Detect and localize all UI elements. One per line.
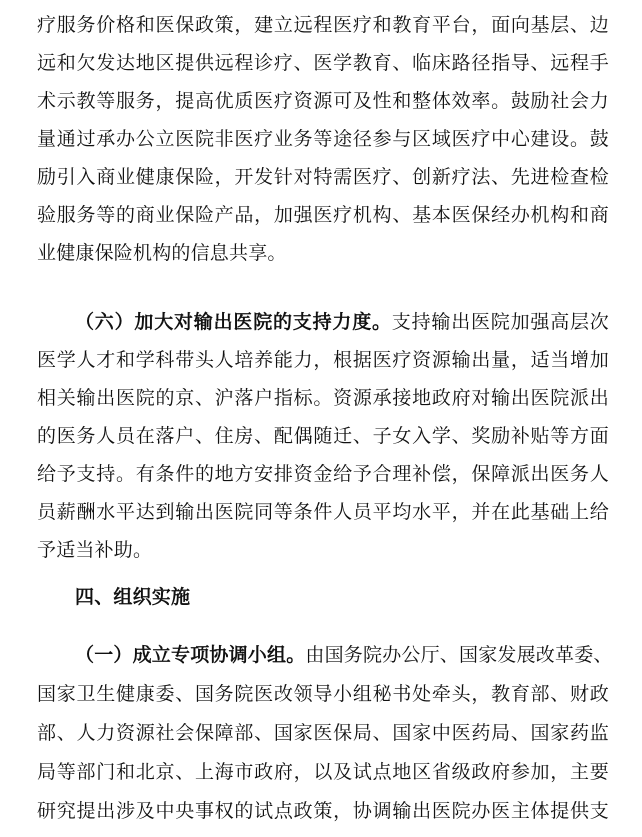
paragraph-line: 员薪酬水平达到输出医院同等条件人员平均水平，并在此基础上给 (37, 501, 609, 523)
paragraph-line: 相关输出医院的京、沪落户指标。资源承接地政府对输出医院派出 (37, 387, 609, 409)
paragraph-line: 励引入商业健康保险，开发针对特需医疗、创新疗法、先进检查检 (37, 166, 609, 188)
paragraph-line: 量通过承办公立医院非医疗业务等途径参与区域医疗中心建设。鼓 (37, 128, 609, 150)
section-six-first-line (75, 307, 609, 337)
section-six-first-line-text: 支持输出医院加强高层次 (391, 311, 609, 333)
paragraph-line: 国家卫生健康委、国务院医改领导小组秘书处牵头，教育部、财政 (37, 683, 609, 705)
paragraph-line: 给予支持。有条件的地方安排资金给予合理补偿，保障派出医务人 (37, 463, 609, 485)
paragraph-line: 医学人才和学科带头人培养能力，根据医疗资源输出量，适当增加 (37, 349, 609, 371)
paragraph-line: 研究提出涉及中央事权的试点政策，协调输出医院办医主体提供支 (37, 800, 609, 822)
section-one-first-line-text: 由国务院办公厅、国家发展改革委、 (305, 644, 613, 666)
section-one-title: （一）成立专项协调小组。 (75, 644, 306, 666)
paragraph-line: 远和欠发达地区提供远程诊疗、医学教育、临床路径指导、远程手 (37, 52, 609, 74)
paragraph-line: 的医务人员在落户、住房、配偶随迁、子女入学、奖励补贴等方面 (37, 425, 609, 447)
paragraph-line: 验服务等的商业保险产品，加强医疗机构、基本医保经办机构和商 (37, 204, 609, 226)
section-one-first-line (75, 640, 613, 670)
section-heading: 四、组织实施 (75, 586, 191, 608)
paragraph-line: 予适当补助。 (37, 539, 153, 561)
paragraph-line: 部、人力资源社会保障部、国家医保局、国家中医药局、国家药监 (37, 722, 609, 744)
paragraph-line: 局等部门和北京、上海市政府，以及试点地区省级政府参加，主要 (37, 761, 609, 783)
paragraph-line: 术示教等服务，提高优质医疗资源可及性和整体效率。鼓励社会力 (37, 90, 609, 112)
paragraph-line: 业健康保险机构的信息共享。 (37, 242, 287, 264)
paragraph-line: 疗服务价格和医保政策，建立远程医疗和教育平台，面向基层、边 (37, 14, 609, 36)
section-six-title: （六）加大对输出医院的支持力度。 (75, 311, 392, 333)
